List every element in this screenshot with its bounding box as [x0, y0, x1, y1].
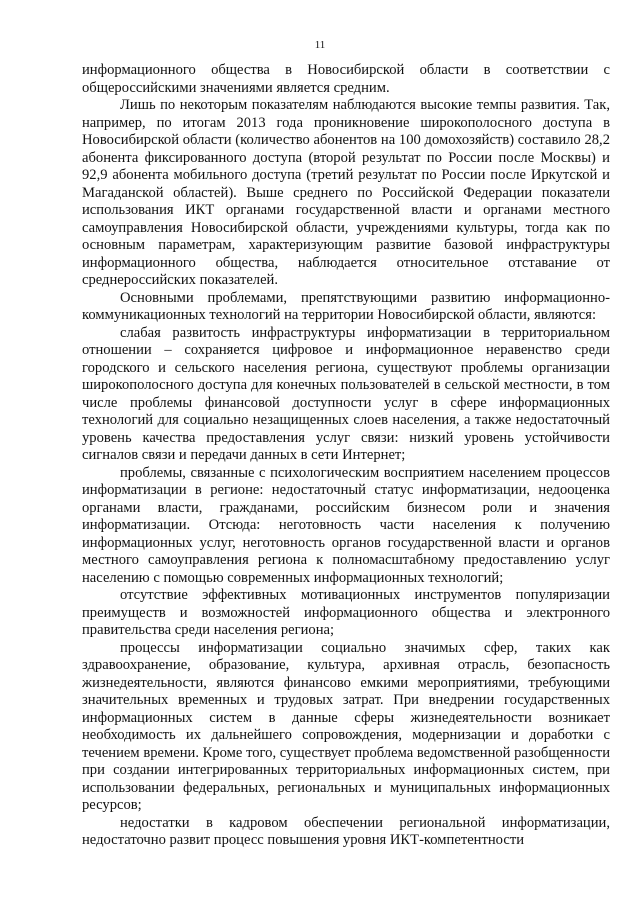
paragraph-weak-infrastructure: слабая развитость инфраструктуры информатизации в территориальном отношении – сохраняется цифровое и информационное неравенство среди городского и сельского населения региона, существуют проблемы организации широкополосного доступа для конечных пользователей в сельской местности, в том числе проблемы финансовой доступности услуг в сфере информационных технологий для социально незащищенных слоев населения, а также недостаточный уровень качества предоставления услуг связи: низкий уровень устойчивости сигналов связи и передачи данных в сети Интернет; [82, 324, 610, 463]
paragraph-main-problems-intro: Основными проблемами, препятствующими развитию информационно-коммуникационных технологий на территории Новосибирской области, являются: [82, 289, 610, 323]
paragraph-social-spheres: процессы информатизации социально значимых сфер, таких как здравоохранение, образование, культура, архивная отрасль, безопасность жизнедеятельности, являются финансово емкими мероприятиями, требующими значительных временных и трудовых затрат. При внедрении государственных информационных систем в данные сферы жизнедеятельности возникает необходимость их дальнейшего сопровождения, модернизации и доработки с течением времени. Кроме того, существует проблема ведомственной разобщенности при создании интегрированных территориальных информационных систем, при использовании федеральных, региональных и муниципальных информационных ресурсов; [82, 639, 610, 813]
paragraph-continuation: информационного общества в Новосибирской области в соответствии с общероссийскими значениями является средним. [82, 62, 610, 96]
paragraph-staffing-shortcomings: недостатки в кадровом обеспечении региональной информатизации, недостаточно развит процесс повышения уровня ИКТ-компетентности [82, 814, 610, 848]
paragraph-psychological-perception: проблемы, связанные с психологическим восприятием населением процессов информатизации в регионе: недостаточный статус информатизации, недооценка органами власти, гражданами, российским бизнесом роли и значения информатизации. Отсюда: неготовность части населения к получению информационных услуг, неготовность органов государственной власти и органов местного самоуправления региона к полномасштабному предоставлению услуг населению с помощью современных информационных технологий; [82, 464, 610, 586]
paragraph-growth-indicators: Лишь по некоторым показателям наблюдаются высокие темпы развития. Так, например, по итогам 2013 года проникновение широкополосного доступа в Новосибирской области (количество абонентов на 100 домохозяйств) составило 28,2 абонента фиксированного доступа (второй результат по России после Москвы) и 92,9 абонента мобильного доступа (третий результат по России после Иркутской и Магаданской областей). Выше среднего по Российской Федерации показатели использования ИКТ органами государственной власти и органами местного самоуправления Новосибирской области, учреждениями культуры, тогда как по основным параметрам, характеризующим развитие базовой инфраструктуры информационного общества, наблюдается относительное отставание от среднероссийских показателей. [82, 97, 610, 288]
document-body [82, 62, 610, 850]
page-number: 11 [314, 39, 326, 51]
paragraph-lack-of-motivation-tools: отсутствие эффективных мотивационных инструментов популяризации преимуществ и возможностей информационного общества и электронного правительства среди населения региона; [82, 587, 610, 638]
